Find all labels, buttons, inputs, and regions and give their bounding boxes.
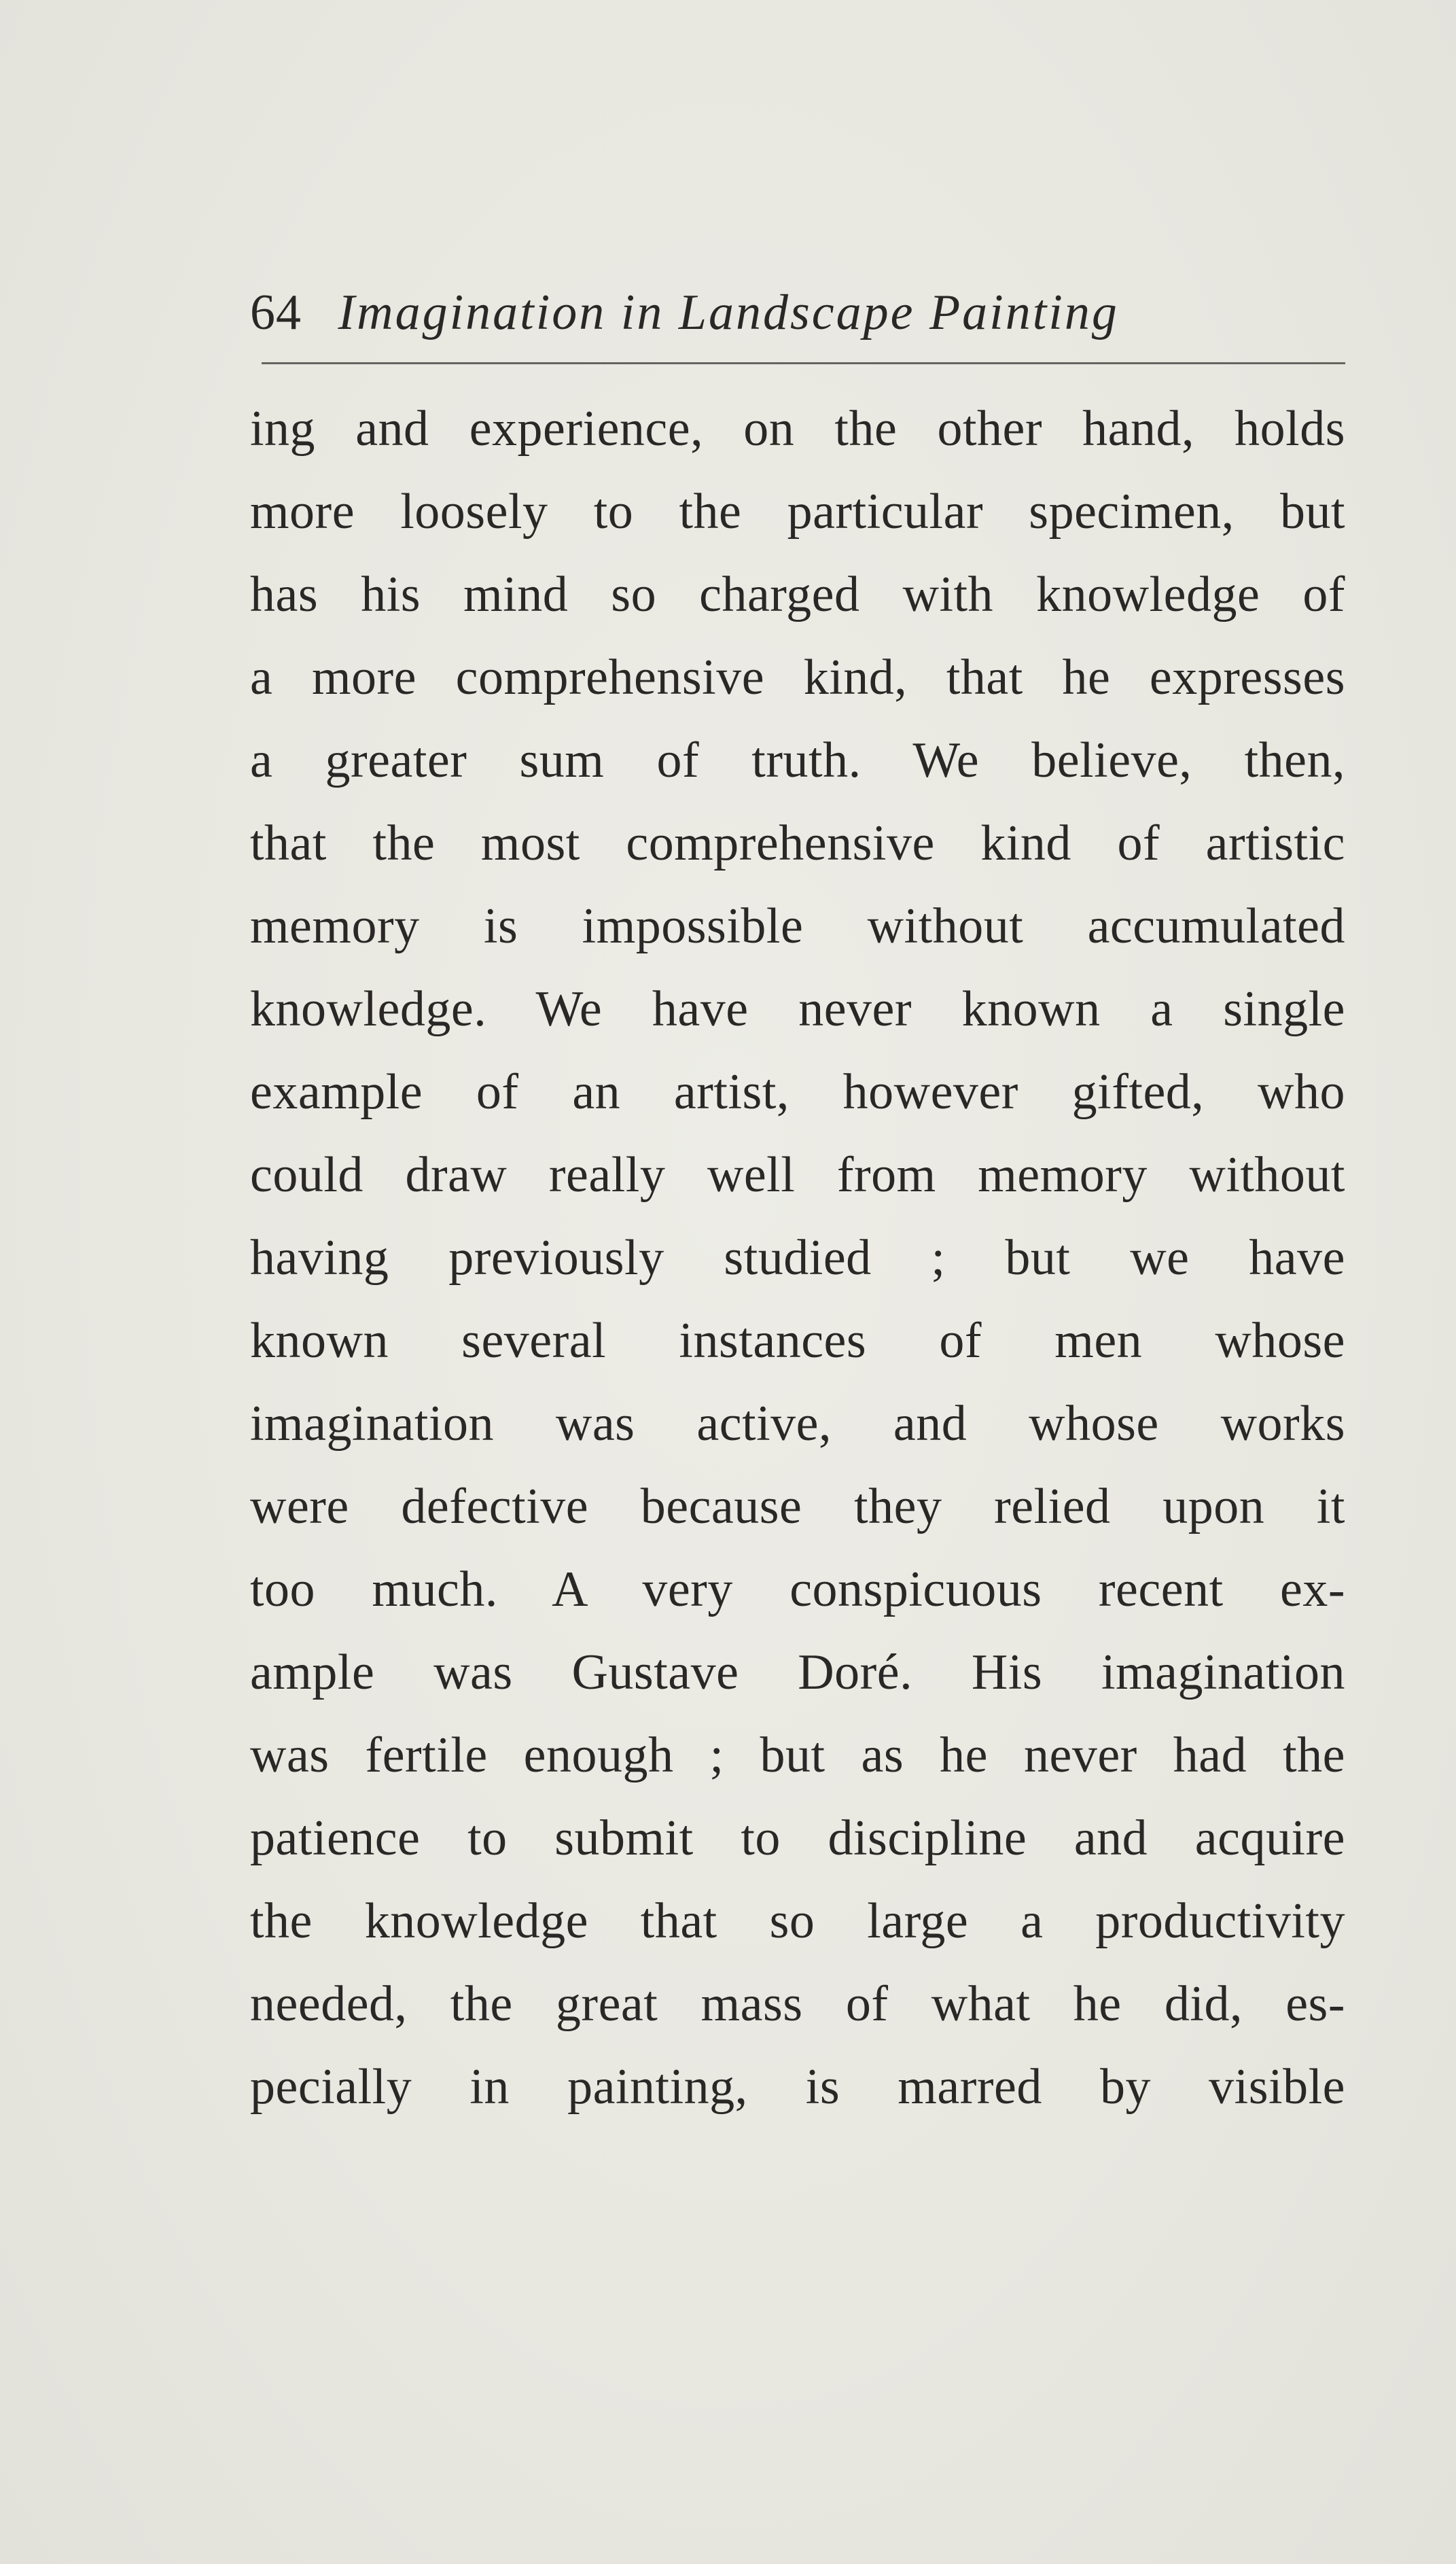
- text-line: were defective because they relied upon it: [250, 1479, 1345, 1534]
- text-line: a more comprehensive kind, that he expresses: [250, 650, 1345, 705]
- text-line: ing and experience, on the other hand, holds: [250, 401, 1345, 457]
- text-line: the knowledge that so large a productivity: [250, 1893, 1345, 1949]
- running-title: Imagination in Landscape Painting: [338, 285, 1119, 340]
- text-line: known several instances of men whose: [250, 1313, 1345, 1369]
- text-line: having previously studied ; but we have: [250, 1230, 1345, 1286]
- text-line: patience to submit to discipline and acquire: [250, 1810, 1345, 1866]
- text-line: imagination was active, and whose works: [250, 1396, 1345, 1452]
- text-line: too much. A very conspicuous recent ex-: [250, 1562, 1345, 1617]
- text-line: that the most comprehensive kind of artistic: [250, 815, 1345, 871]
- text-line: pecially in painting, is marred by visible: [250, 2059, 1345, 2115]
- text-line: memory is impossible without accumulated: [250, 898, 1345, 954]
- text-line: has his mind so charged with knowledge of: [250, 567, 1345, 622]
- text-line: needed, the great mass of what he did, es-: [250, 1976, 1345, 2032]
- running-head: [250, 279, 1344, 347]
- text-line: more loosely to the particular specimen, but: [250, 484, 1345, 540]
- text-line: was fertile enough ; but as he never had the: [250, 1727, 1345, 1783]
- text-line: example of an artist, however gifted, who: [250, 1064, 1345, 1120]
- text-line: could draw really well from memory without: [250, 1147, 1345, 1203]
- text-line: a greater sum of truth. We believe, then,: [250, 733, 1345, 788]
- text-line: knowledge. We have never known a single: [250, 981, 1345, 1037]
- header-rule: [262, 362, 1345, 364]
- page-number: 64: [250, 285, 302, 340]
- body-text: [250, 387, 1345, 2128]
- text-line: ample was Gustave Doré. His imagination: [250, 1645, 1345, 1700]
